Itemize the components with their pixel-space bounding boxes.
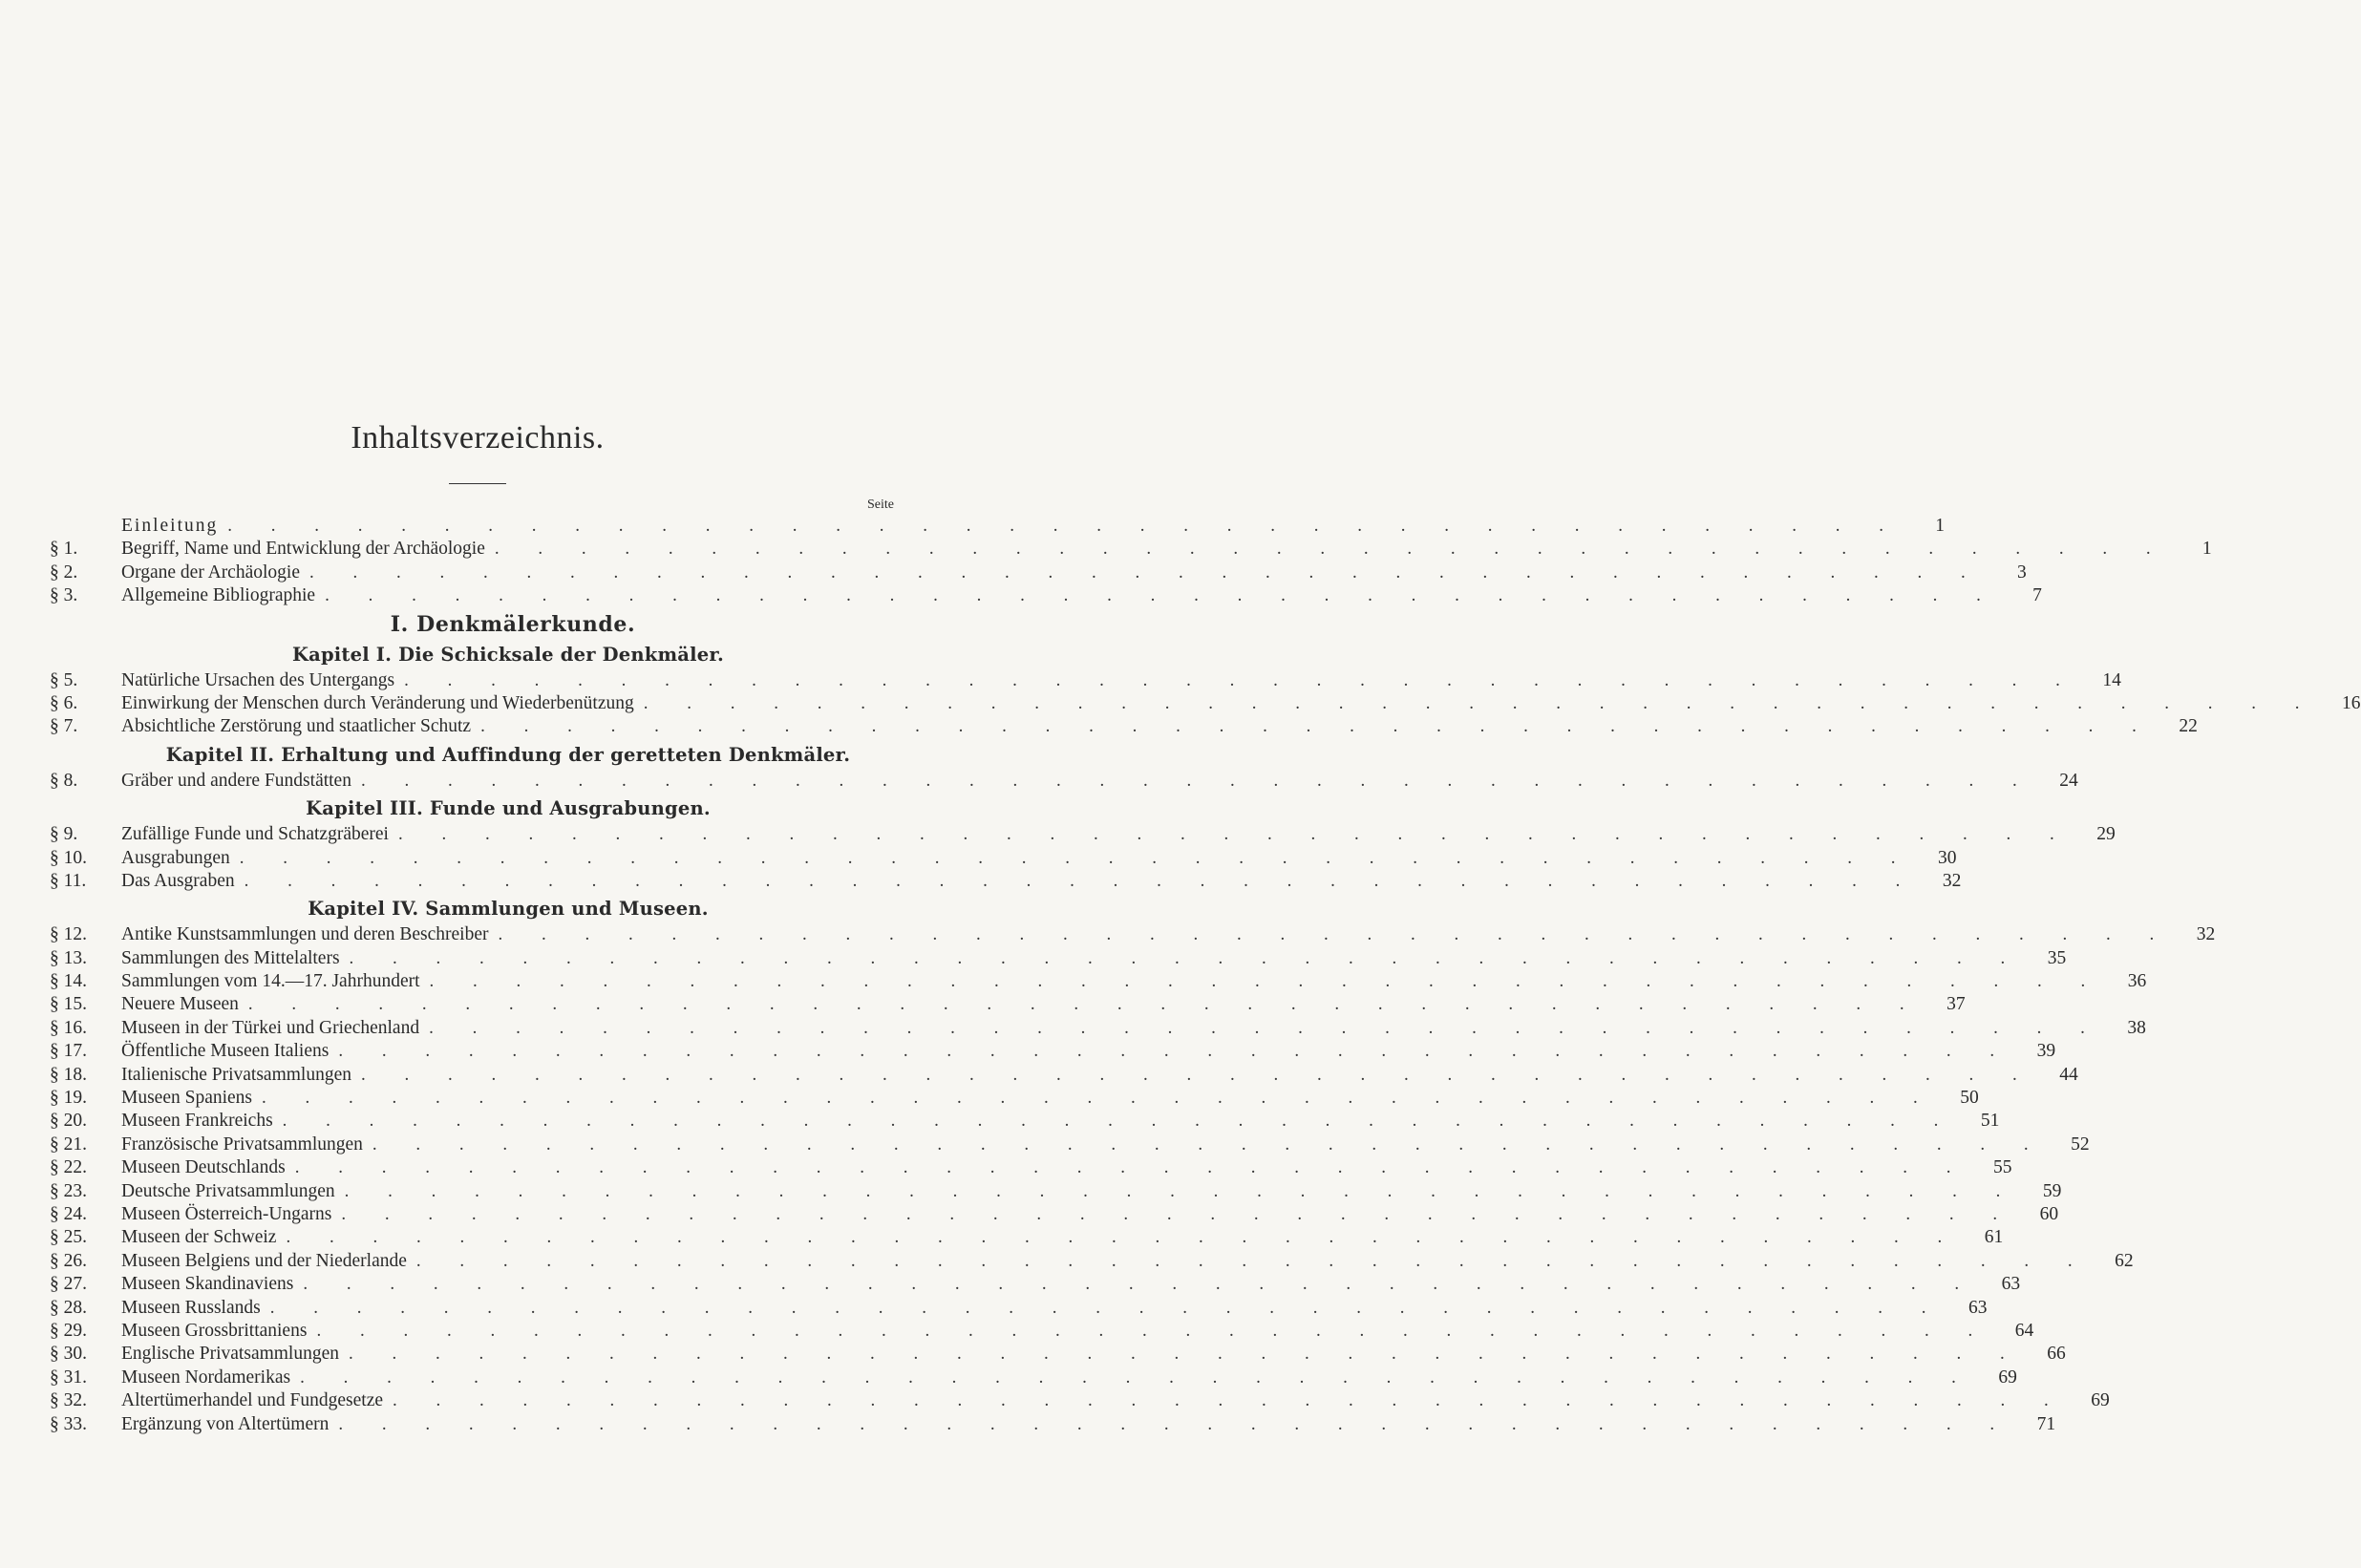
entry-title: Museen Skandinaviens bbox=[121, 1274, 294, 1295]
section-number: § 8. bbox=[50, 770, 78, 791]
section-number: § 15. bbox=[50, 994, 87, 1015]
section-number: § 16. bbox=[50, 1017, 87, 1038]
entry-title: Deutsche Privatsammlungen bbox=[121, 1180, 335, 1201]
page-number: 55 bbox=[1992, 1157, 2012, 1178]
dot-leader: . . . . . . . . . . . . . . . . . . . . . . . . . . . . . . . . . . . . . . . bbox=[227, 516, 1901, 536]
entry-title: Ergänzung von Altertümern bbox=[121, 1413, 330, 1434]
dot-leader: . . . . . . . . . . . . . . . . . . . . . . . . . . . . . . . . . . . . . . . bbox=[372, 1134, 2046, 1155]
section-number: § 30. bbox=[50, 1344, 87, 1365]
entry-title: Museen Österreich-Ungarns bbox=[121, 1203, 332, 1224]
page-number: 22 bbox=[2179, 716, 2198, 737]
dot-leader: . . . . . . . . . . . . . . . . . . . . . . . . . . . . . . . . . . . . . . . bbox=[643, 692, 2317, 713]
dot-leader: . . . . . . . . . . . . . . . . . . . . . . . . . . . . . . . . . . . . . . . bbox=[325, 585, 1998, 606]
toc-entry bbox=[50, 947, 2067, 971]
entry-title: Organe der Archäologie bbox=[121, 562, 300, 583]
dot-leader: . . . . . . . . . . . . . . . . . . . . . . . . . . . . . . . . . . . . . . . bbox=[360, 1064, 2034, 1085]
dot-leader: . . . . . . . . . . . . . . . . . . . . . . . . . . . . . . . . . . . . . . . bbox=[338, 1041, 2012, 1062]
page-number: 30 bbox=[1937, 847, 1957, 868]
chapter-heading: Kapitel II. Erhaltung und Auffindung der geretteten Denkmäler. bbox=[165, 743, 851, 766]
entry-title: Englische Privatsammlungen bbox=[121, 1344, 340, 1365]
dot-leader: . . . . . . . . . . . . . . . . . . . . . . . . . . . . . . . . . . . . . . . bbox=[294, 1157, 1968, 1178]
toc-entry bbox=[50, 669, 2121, 693]
toc-entry bbox=[50, 870, 1962, 894]
dot-leader: . . . . . . . . . . . . . . . . . . . . . . . . . . . . . . . . . . . . . . . bbox=[303, 1274, 1977, 1295]
toc-entry bbox=[50, 1344, 2066, 1367]
toc-entry bbox=[50, 716, 2198, 739]
toc-entry bbox=[50, 994, 1966, 1017]
section-number: § 3. bbox=[50, 585, 78, 606]
page-number: 71 bbox=[2036, 1413, 2056, 1434]
toc-entry bbox=[50, 924, 2216, 947]
toc-entry bbox=[50, 1157, 2012, 1180]
toc-entry bbox=[50, 1203, 2059, 1227]
page-number: 24 bbox=[2059, 770, 2078, 791]
toc-entry bbox=[50, 1320, 2034, 1344]
part-heading: I. Denkmälerkunde. bbox=[390, 611, 636, 637]
entry-title: Museen Russlands bbox=[121, 1297, 261, 1318]
entry-title: Zufällige Funde und Schatzgräberei bbox=[121, 824, 389, 845]
toc-entry bbox=[50, 1274, 2021, 1297]
toc-entry bbox=[50, 1088, 1979, 1111]
page-number: 16 bbox=[2342, 692, 2361, 713]
page-number: 7 bbox=[2032, 585, 2042, 606]
page-number: 69 bbox=[2091, 1390, 2110, 1411]
section-number: § 11. bbox=[50, 870, 87, 891]
section-number: § 27. bbox=[50, 1274, 87, 1295]
dot-leader: . . . . . . . . . . . . . . . . . . . . . . . . . . . . . . . . . . . . . . . bbox=[247, 994, 1922, 1015]
entry-title: Französische Privatsammlungen bbox=[121, 1134, 363, 1155]
section-number: § 1. bbox=[50, 539, 78, 560]
toc-entry bbox=[50, 692, 2361, 716]
section-number: § 25. bbox=[50, 1227, 87, 1248]
section-number: § 26. bbox=[50, 1250, 87, 1271]
dot-leader: . . . . . . . . . . . . . . . . . . . . . . . . . . . . . . . . . . . . . . . bbox=[239, 847, 1913, 868]
page-number: 60 bbox=[2039, 1203, 2059, 1224]
entry-title: Das Ausgraben bbox=[121, 870, 235, 891]
dot-leader: . . . . . . . . . . . . . . . . . . . . . . . . . . . . . . . . . . . . . . . bbox=[397, 824, 2072, 845]
dot-leader: . . . . . . . . . . . . . . . . . . . . . . . . . . . . . . . . . . . . . . . bbox=[429, 971, 2103, 992]
section-number: § 24. bbox=[50, 1203, 87, 1224]
page-number: 52 bbox=[2071, 1134, 2090, 1155]
page-number: 32 bbox=[1942, 870, 1962, 891]
dot-leader: . . . . . . . . . . . . . . . . . . . . . . . . . . . . . . . . . . . . . . . bbox=[282, 1111, 1956, 1132]
page-number: 38 bbox=[2127, 1017, 2146, 1038]
entry-title: Museen in der Türkei und Griechenland bbox=[121, 1017, 420, 1038]
section-number: § 7. bbox=[50, 716, 78, 737]
table-of-contents bbox=[50, 516, 2361, 1437]
entry-title: Sammlungen des Mittelalters bbox=[121, 947, 340, 968]
toc-entry bbox=[50, 585, 2042, 608]
entry-title: Museen Nordamerikas bbox=[121, 1367, 291, 1388]
section-number: § 28. bbox=[50, 1297, 87, 1318]
dot-leader: . . . . . . . . . . . . . . . . . . . . . . . . . . . . . . . . . . . . . . . bbox=[244, 870, 1918, 891]
toc-entry bbox=[50, 1017, 2146, 1041]
page-number: 59 bbox=[2042, 1180, 2062, 1201]
dot-leader: . . . . . . . . . . . . . . . . . . . . . . . . . . . . . . . . . . . . . . . bbox=[341, 1203, 2015, 1224]
dot-leader: . . . . . . . . . . . . . . . . . . . . . . . . . . . . . . . . . . . . . . . bbox=[344, 1180, 2018, 1201]
page-column-label: Seite bbox=[867, 498, 894, 512]
dot-leader: . . . . . . . . . . . . . . . . . . . . . . . . . . . . . . . . . . . . . . . bbox=[316, 1320, 1990, 1341]
entry-title: Sammlungen vom 14.—17. Jahrhundert bbox=[121, 971, 420, 992]
section-number: § 32. bbox=[50, 1390, 87, 1411]
section-number: § 2. bbox=[50, 562, 78, 583]
page-number: 51 bbox=[1980, 1111, 2000, 1132]
section-number: § 6. bbox=[50, 692, 78, 713]
dot-leader: . . . . . . . . . . . . . . . . . . . . . . . . . . . . . . . . . . . . . . . bbox=[393, 1390, 2066, 1411]
page-number: 61 bbox=[1984, 1227, 2004, 1248]
toc-entry bbox=[50, 971, 2147, 994]
section-number: § 18. bbox=[50, 1064, 87, 1085]
entry-title: Einleitung bbox=[121, 516, 219, 536]
entry-title: Gräber und andere Fundstätten bbox=[121, 770, 351, 791]
dot-leader: . . . . . . . . . . . . . . . . . . . . . . . . . . . . . . . . . . . . . . . bbox=[480, 716, 2154, 737]
section-number: § 22. bbox=[50, 1157, 87, 1178]
chapter-heading: Kapitel III. Funde und Ausgrabungen. bbox=[306, 797, 711, 820]
entry-title: Museen Grossbrittaniens bbox=[121, 1320, 308, 1341]
dot-leader: . . . . . . . . . . . . . . . . . . . . . . . . . . . . . . . . . . . . . . . bbox=[415, 1250, 2090, 1271]
toc-entry bbox=[50, 847, 1957, 871]
dot-leader: . . . . . . . . . . . . . . . . . . . . . . . . . . . . . . . . . . . . . . . bbox=[404, 669, 2077, 690]
section-number: § 29. bbox=[50, 1320, 87, 1341]
page-number: 3 bbox=[2016, 562, 2027, 583]
page-number: 37 bbox=[1946, 994, 1966, 1015]
page-number: 32 bbox=[2196, 924, 2216, 945]
page-number: 14 bbox=[2102, 669, 2121, 690]
dot-leader: . . . . . . . . . . . . . . . . . . . . . . . . . . . . . . . . . . . . . . . bbox=[308, 562, 1983, 583]
page-number: 44 bbox=[2059, 1064, 2078, 1085]
entry-title: Neuere Museen bbox=[121, 994, 239, 1015]
section-number: § 23. bbox=[50, 1180, 87, 1201]
toc-entry bbox=[50, 1297, 1988, 1321]
toc-entry bbox=[50, 1390, 2110, 1413]
page-title: Inhaltsverzeichnis. bbox=[351, 420, 605, 456]
dot-leader: . . . . . . . . . . . . . . . . . . . . . . . . . . . . . . . . . . . . . . . bbox=[349, 1344, 2022, 1365]
toc-entry bbox=[50, 1227, 2004, 1250]
toc-entry bbox=[50, 824, 2116, 847]
page-number: 62 bbox=[2115, 1250, 2134, 1271]
dot-leader: . . . . . . . . . . . . . . . . . . . . . . . . . . . . . . . . . . . . . . . bbox=[498, 924, 2172, 945]
toc-entry bbox=[50, 1250, 2134, 1274]
title-rule bbox=[449, 483, 506, 484]
entry-title: Museen Belgiens und der Niederlande bbox=[121, 1250, 407, 1271]
entry-title: Einwirkung der Menschen durch Veränderung und Wiederbenützung bbox=[121, 692, 634, 713]
page-number: 39 bbox=[2036, 1041, 2056, 1062]
page-number: 50 bbox=[1960, 1088, 1979, 1109]
section-number: § 19. bbox=[50, 1088, 87, 1109]
entry-title: Öffentliche Museen Italiens bbox=[121, 1041, 330, 1062]
page-number: 1 bbox=[2201, 539, 2212, 560]
toc-entry bbox=[50, 770, 2078, 794]
chapter-heading: Kapitel IV. Sammlungen und Museen. bbox=[308, 898, 709, 921]
section-number: § 21. bbox=[50, 1134, 87, 1155]
dot-leader: . . . . . . . . . . . . . . . . . . . . . . . . . . . . . . . . . . . . . . . bbox=[429, 1017, 2102, 1038]
section-number: § 14. bbox=[50, 971, 87, 992]
section-number: § 33. bbox=[50, 1413, 87, 1434]
entry-title: Natürliche Ursachen des Untergangs bbox=[121, 669, 395, 690]
page-number: 35 bbox=[2047, 947, 2067, 968]
page-number: 69 bbox=[1998, 1367, 2017, 1388]
toc-entry bbox=[50, 1367, 2017, 1390]
toc-entry bbox=[50, 1134, 2090, 1157]
page-number: 36 bbox=[2127, 971, 2147, 992]
toc-entry bbox=[50, 1111, 2000, 1134]
dot-leader: . . . . . . . . . . . . . . . . . . . . . . . . . . . . . . . . . . . . . . . bbox=[349, 947, 2023, 968]
dot-leader: . . . . . . . . . . . . . . . . . . . . . . . . . . . . . . . . . . . . . . . bbox=[338, 1413, 2012, 1434]
toc-entry bbox=[50, 516, 1945, 539]
page-number: 29 bbox=[2096, 824, 2116, 845]
dot-leader: . . . . . . . . . . . . . . . . . . . . . . . . . . . . . . . . . . . . . . . bbox=[269, 1297, 1944, 1318]
page-number: 63 bbox=[1968, 1297, 1988, 1318]
toc-entry bbox=[50, 562, 2027, 585]
section-number: § 13. bbox=[50, 947, 87, 968]
section-number: § 12. bbox=[50, 924, 87, 945]
section-number: § 17. bbox=[50, 1041, 87, 1062]
section-number: § 10. bbox=[50, 847, 87, 868]
page-number: 64 bbox=[2014, 1320, 2034, 1341]
entry-title: Museen Deutschlands bbox=[121, 1157, 286, 1178]
entry-title: Ausgrabungen bbox=[121, 847, 230, 868]
toc-entry bbox=[50, 1041, 2056, 1064]
entry-title: Italienische Privatsammlungen bbox=[121, 1064, 351, 1085]
dot-leader: . . . . . . . . . . . . . . . . . . . . . . . . . . . . . . . . . . . . . . . bbox=[262, 1088, 1935, 1109]
entry-title: Museen Spaniens bbox=[121, 1088, 253, 1109]
toc-entry bbox=[50, 539, 2212, 562]
entry-title: Begriff, Name und Entwicklung der Archäologie bbox=[121, 539, 485, 560]
page-number: 1 bbox=[1935, 516, 1945, 536]
dot-leader: . . . . . . . . . . . . . . . . . . . . . . . . . . . . . . . . . . . . . . . bbox=[360, 770, 2034, 791]
page-number: 66 bbox=[2047, 1344, 2066, 1365]
dot-leader: . . . . . . . . . . . . . . . . . . . . . . . . . . . . . . . . . . . . . . . bbox=[494, 539, 2168, 560]
toc-entry bbox=[50, 1064, 2078, 1088]
section-number: § 31. bbox=[50, 1367, 87, 1388]
dot-leader: . . . . . . . . . . . . . . . . . . . . . . . . . . . . . . . . . . . . . . . bbox=[286, 1227, 1960, 1248]
page-number: 63 bbox=[2001, 1274, 2021, 1295]
entry-title: Museen der Schweiz bbox=[121, 1227, 277, 1248]
entry-title: Allgemeine Bibliographie bbox=[121, 585, 316, 606]
toc-entry bbox=[50, 1413, 2056, 1437]
section-number: § 9. bbox=[50, 824, 78, 845]
entry-title: Antike Kunstsammlungen und deren Beschreiber bbox=[121, 924, 489, 945]
toc-entry bbox=[50, 1180, 2062, 1204]
entry-title: Absichtliche Zerstörung und staatlicher Schutz bbox=[121, 716, 472, 737]
section-number: § 20. bbox=[50, 1111, 87, 1132]
chapter-heading: Kapitel I. Die Schicksale der Denkmäler. bbox=[291, 643, 725, 666]
section-number: § 5. bbox=[50, 669, 78, 690]
entry-title: Altertümerhandel und Fundgesetze bbox=[121, 1390, 383, 1411]
entry-title: Museen Frankreichs bbox=[121, 1111, 273, 1132]
dot-leader: . . . . . . . . . . . . . . . . . . . . . . . . . . . . . . . . . . . . . . . bbox=[300, 1367, 1973, 1388]
